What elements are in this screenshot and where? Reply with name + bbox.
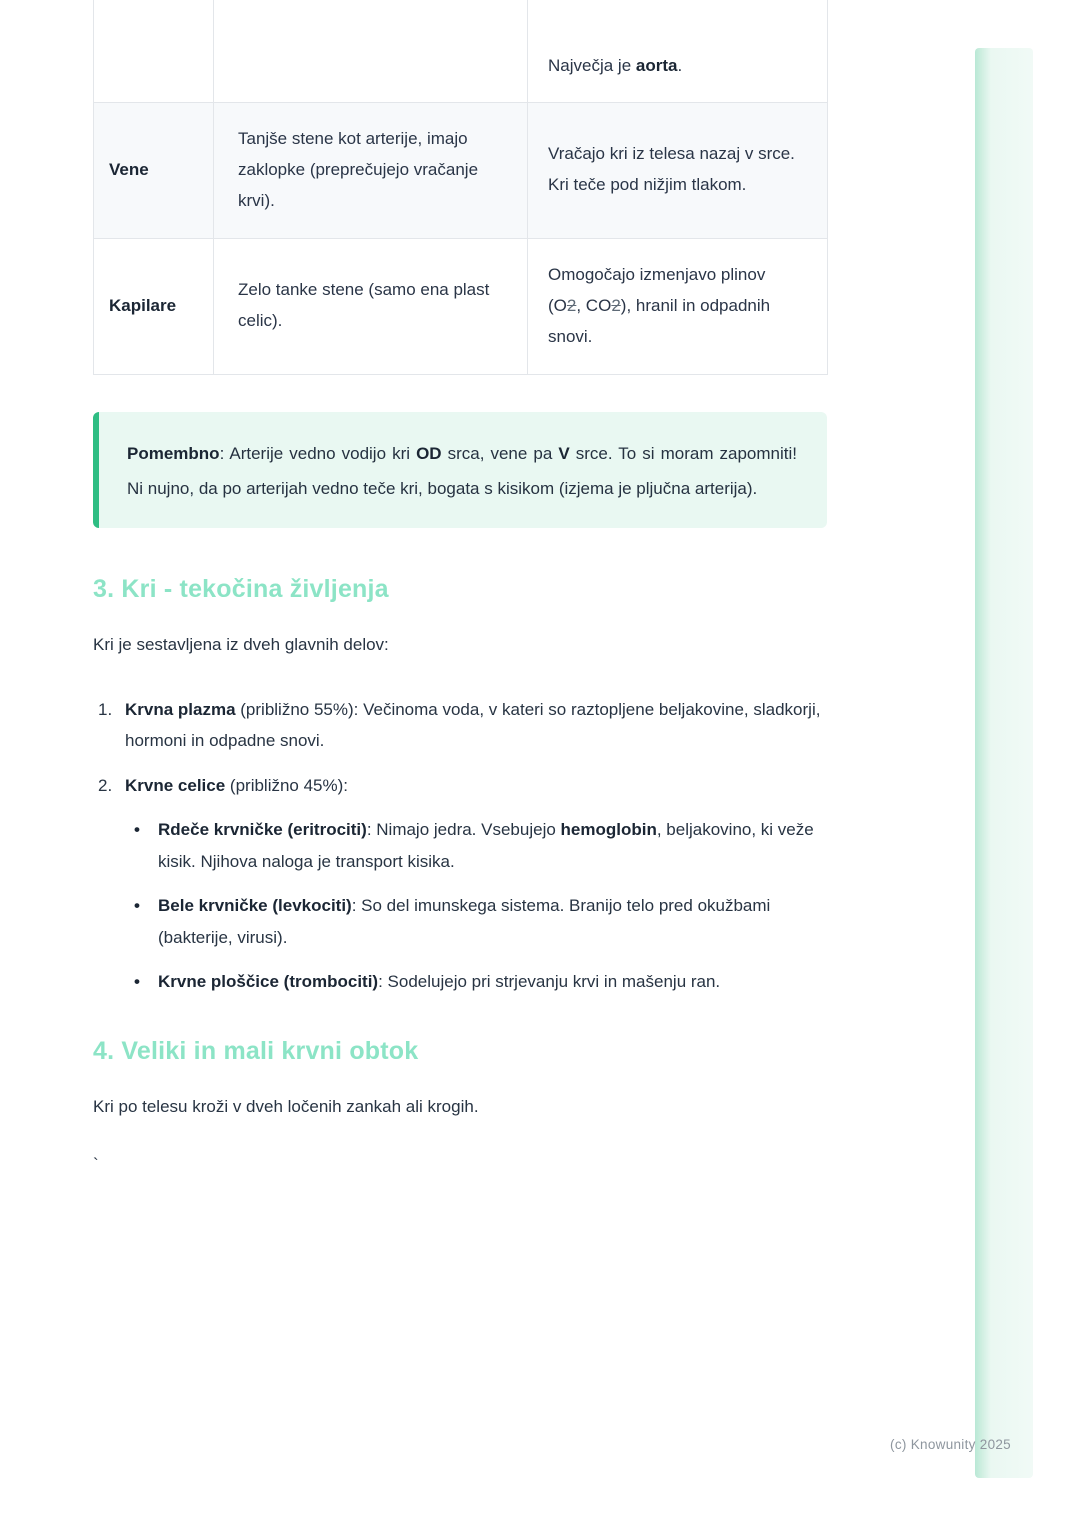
- bullet-marker: •: [134, 820, 140, 839]
- table-cell-empty: [94, 0, 214, 102]
- cell-text: , CO: [576, 295, 612, 315]
- section-heading-kri: 3. Kri - tekočina življenja: [93, 574, 389, 603]
- bold-term-celice: Krvne celice: [125, 775, 226, 795]
- callout-bold-od: OD: [416, 443, 442, 463]
- table-cell-kapilare-desc: Zelo tanke stene (samo ena plast celic).: [214, 238, 528, 374]
- bullet-marker: •: [134, 972, 140, 991]
- blood-vessels-table: [93, 0, 828, 375]
- bold-term-levkociti: Bele krvničke (levkociti): [158, 896, 352, 915]
- list-item-body: [125, 694, 827, 757]
- intro-paragraph: Kri je sestavljena iz dveh glavnih delov:: [93, 634, 389, 654]
- content-column: [93, 0, 827, 1180]
- table-cell-aorta: [528, 0, 828, 102]
- callout-text-segment: srce. To si moram zapomniti! Ni nujno, da po arterijah vedno teče kri, bogata s kisikom (izjema je pljučna arterija).: [127, 443, 797, 498]
- bullet-item-trombociti: [125, 966, 827, 998]
- section-heading-obtok: 4. Veliki in mali krvni obtok: [93, 1036, 419, 1065]
- bullet-marker: •: [134, 896, 140, 915]
- right-accent-strip: [975, 48, 1033, 1478]
- obtok-paragraph: Kri po telesu kroži v dveh ločenih zankah ali krogih.: [93, 1096, 479, 1116]
- bullet-item-levkociti: [125, 890, 827, 953]
- bold-term-eritrociti: Rdeče krvničke (eritrociti): [158, 820, 367, 839]
- blood-cells-sublist: [125, 814, 827, 998]
- blood-components-list: [93, 694, 827, 998]
- table-cell-empty: [214, 0, 528, 102]
- table-cell-vene-desc: Tanjše stene kot arterije, imajo zaklopke (preprečujejo vračanje krvi).: [214, 102, 528, 238]
- table-cell-kapilare-func: [528, 238, 828, 374]
- list-item-body: [125, 770, 827, 998]
- struck-subscript: 2: [611, 295, 621, 315]
- bullet-item-body: [158, 890, 827, 953]
- list-item-text: (približno 45%):: [225, 775, 349, 795]
- callout-bold-v: V: [558, 443, 570, 463]
- bullet-item-eritrociti: [125, 814, 827, 877]
- bullet-item-body: [158, 966, 827, 998]
- list-number: 1.: [98, 699, 113, 719]
- cell-text: Omogočajo izmenjavo plinov (O: [548, 264, 766, 315]
- callout-lead-bold: Pomembno: [127, 443, 220, 463]
- table-cell-vene-func: Vračajo kri iz telesa nazaj v srce. Kri teče pod nižjim tlakom.: [528, 102, 828, 238]
- stray-backtick: `: [93, 1154, 99, 1174]
- table-row-arterije-cut: [94, 0, 828, 102]
- bullet-text: : Nimajo jedra. Vsebujejo: [366, 820, 561, 839]
- table-row-vene: [94, 102, 828, 238]
- table-cell-kapilare-label: Kapilare: [94, 238, 214, 374]
- list-item-celice: [93, 770, 827, 998]
- bullet-text: : Sodelujejo pri strjevanju krvi in mašenju ran.: [378, 972, 721, 991]
- bold-term-hemoglobin: hemoglobin: [560, 820, 657, 839]
- copyright-footer: (c) Knowunity 2025: [890, 1437, 1011, 1452]
- callout-text-segment: srca, vene pa: [441, 443, 559, 463]
- list-item-text: (približno 55%): Večinoma voda, v kateri so raztopljene beljakovine, sladkorji, hormoni in odpadne snovi.: [125, 699, 821, 750]
- struck-subscript: 2: [566, 295, 577, 315]
- cell-text: Največja je: [548, 55, 636, 75]
- bullet-item-body: [158, 814, 827, 877]
- cell-text: ), hranil in odpadnih snovi.: [548, 295, 771, 346]
- important-callout: [93, 412, 827, 528]
- callout-text: [127, 436, 797, 506]
- callout-text-segment: : Arterije vedno vodijo kri: [219, 443, 417, 463]
- table-cell-vene-label: Vene: [94, 102, 214, 238]
- list-number: 2.: [98, 775, 113, 795]
- cell-text: .: [677, 55, 683, 75]
- bold-term-plazma: Krvna plazma: [125, 699, 236, 719]
- table-row-kapilare: [94, 238, 828, 374]
- bold-term-trombociti: Krvne ploščice (trombociti): [158, 972, 379, 991]
- list-item-plazma: [93, 694, 827, 757]
- bullet-text: , beljakovino, ki veže kisik. Njihova naloga je transport kisika.: [158, 820, 814, 871]
- bold-text-aorta: aorta: [635, 55, 678, 75]
- bullet-text: : So del imunskega sistema. Branijo telo pred okužbami (bakterije, virusi).: [158, 896, 771, 947]
